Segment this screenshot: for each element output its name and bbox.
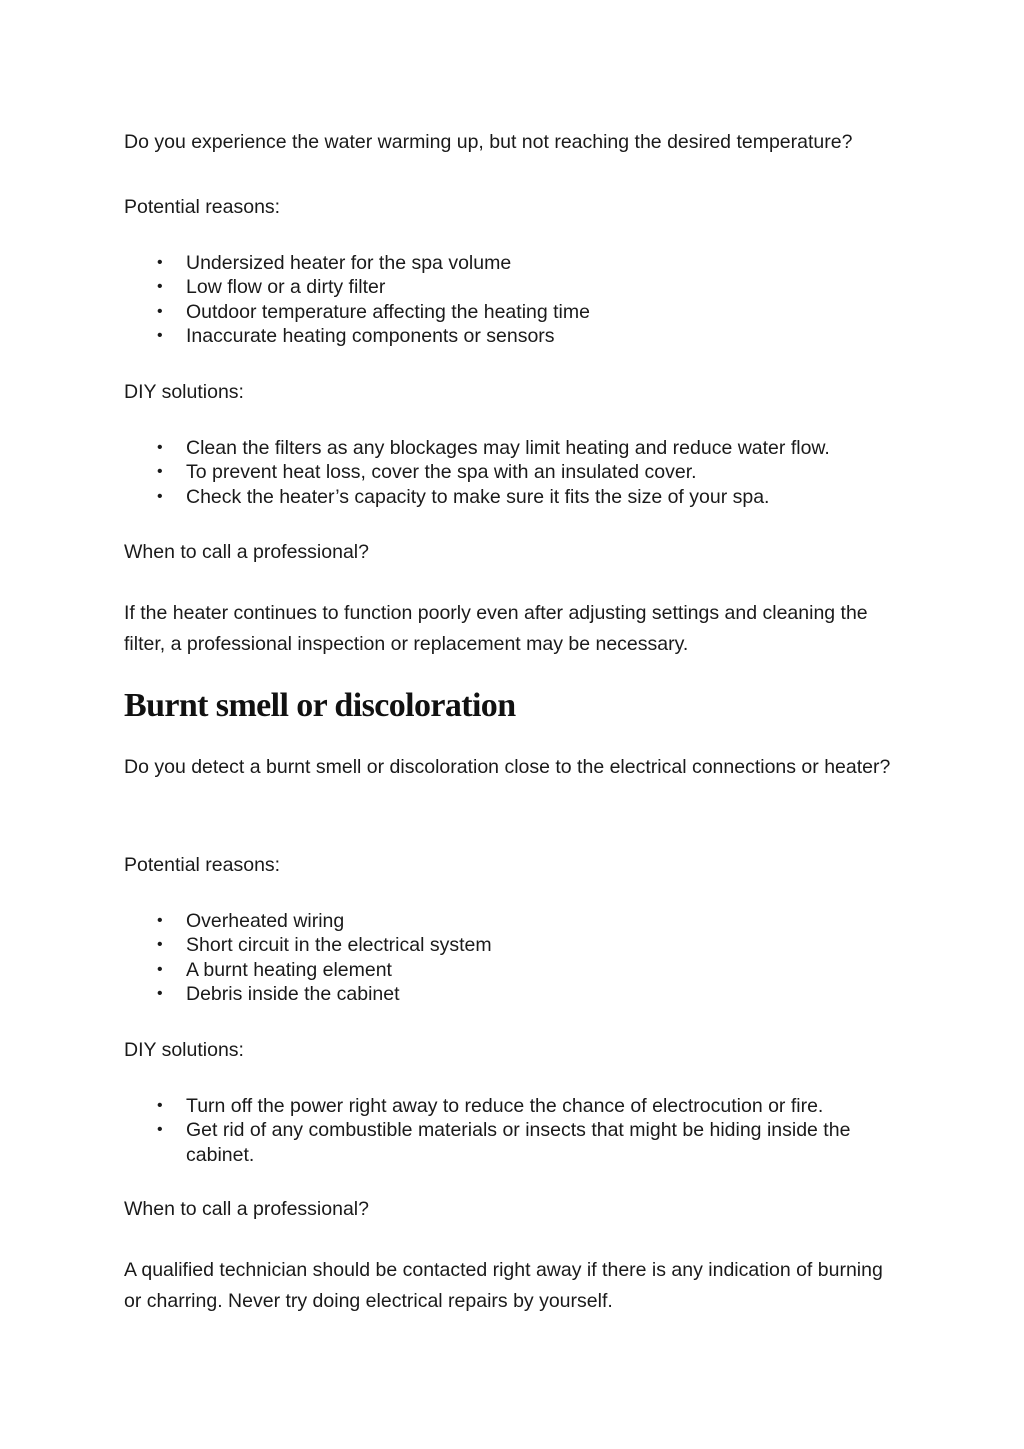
list-item: • Low flow or a dirty filter <box>157 276 386 299</box>
list-item: • Turn off the power right away to reduce the chance of electrocution or fire. <box>157 1095 824 1117</box>
list-item: • Overheated wiring <box>157 910 345 932</box>
list-item: • Short circuit in the electrical system <box>157 934 492 957</box>
list-item: • A burnt heating element <box>157 958 392 981</box>
list-item: • Undersized heater for the spa volume <box>157 252 512 274</box>
section2-diy-label: DIY solutions: <box>124 1039 244 1061</box>
list-item: • Outdoor temperature affecting the heating time <box>157 300 590 323</box>
list-item: • To prevent heat loss, cover the spa with an insulated cover. <box>157 461 697 484</box>
bullet-icon: • <box>157 912 163 929</box>
list-item: • Debris inside the cabinet <box>157 982 400 1005</box>
bullet-icon: • <box>157 936 163 954</box>
bullet-icon: • <box>157 278 163 296</box>
bullet-icon: • <box>157 984 163 1002</box>
list-item: • Get rid of any combustible materials or insects that might be hiding inside the cabinet. <box>157 1119 851 1166</box>
bullet-icon: • <box>157 439 163 456</box>
section1-reasons-list <box>124 251 590 348</box>
list-item: • Inaccurate heating components or sensors <box>157 324 555 347</box>
section2-pro-label: When to call a professional? <box>124 1198 369 1220</box>
section2-diy-list <box>124 1094 906 1167</box>
bullet-icon: • <box>157 1097 163 1114</box>
section2-pro-text: A qualified technician should be contacted right away if there is any indication of burning or charring. Never try doing electrical repairs by yourself. <box>124 1259 883 1312</box>
section2-question: Do you detect a burnt smell or discoloration close to the electrical connections or heater? <box>124 756 891 778</box>
section1-pro-label: When to call a professional? <box>124 541 369 563</box>
section1-diy-label: DIY solutions: <box>124 381 244 403</box>
list-item: • Clean the filters as any blockages may limit heating and reduce water flow. <box>157 437 830 459</box>
bullet-icon: • <box>157 463 163 481</box>
bullet-icon: • <box>157 1121 163 1139</box>
section2-reasons-label: Potential reasons: <box>124 854 281 876</box>
section1-pro-text: If the heater continues to function poorly even after adjusting settings and cleaning the filter, a professional inspection or replacement may be necessary. <box>124 602 868 655</box>
section1-reasons-label: Potential reasons: <box>124 196 281 218</box>
list-item: • Check the heater’s capacity to make sure it fits the size of your spa. <box>157 485 770 508</box>
section1-question: Do you experience the water warming up, but not reaching the desired temperature? <box>124 131 853 153</box>
bullet-icon: • <box>157 487 163 505</box>
bullet-icon: • <box>157 254 163 271</box>
bullet-icon: • <box>157 302 163 320</box>
bullet-icon: • <box>157 960 163 978</box>
section2-heading: Burnt smell or discoloration <box>124 687 516 724</box>
section1-diy-list <box>124 436 830 509</box>
bullet-icon: • <box>157 326 163 344</box>
section2-reasons-list <box>124 909 492 1006</box>
